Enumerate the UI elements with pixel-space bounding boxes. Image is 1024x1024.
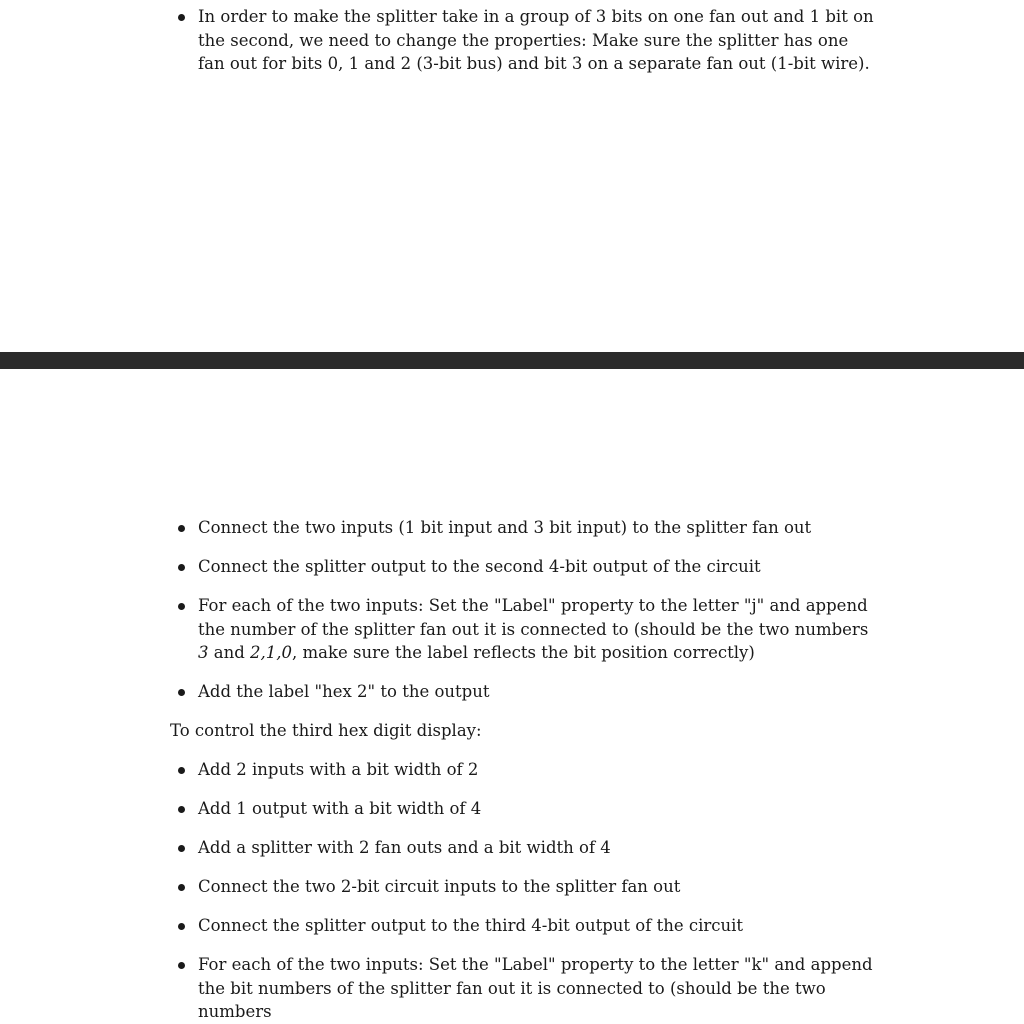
bullet-text: Add 2 inputs with a bit width of 2 bbox=[198, 760, 479, 779]
bullet-text-italic: 2,1,0 bbox=[250, 643, 293, 662]
bullet-item bbox=[198, 836, 876, 860]
bullet-item bbox=[198, 5, 876, 76]
page-separator bbox=[0, 352, 1024, 369]
bullet-text-part: For each of the two inputs: Set the "Label" property to the letter "j" and append the number of the splitter fan out it is connected to (should be the two numbers bbox=[198, 596, 869, 639]
bullet-text-part: and bbox=[208, 643, 251, 662]
bullet-dot bbox=[178, 564, 185, 571]
bullet-text: Connect the splitter output to the second 4-bit output of the circuit bbox=[198, 557, 761, 576]
document-page-bottom bbox=[0, 369, 1024, 1021]
bullet-item bbox=[198, 594, 876, 665]
bullet-text: Connect the splitter output to the third 4-bit output of the circuit bbox=[198, 916, 744, 935]
bullet-item bbox=[198, 680, 876, 704]
bullet-item bbox=[198, 555, 876, 579]
bullet-text: Connect the two 2-bit circuit inputs to the splitter fan out bbox=[198, 877, 681, 896]
bullet-dot bbox=[178, 767, 185, 774]
bullet-dot bbox=[178, 845, 185, 852]
bullet-item bbox=[198, 797, 876, 821]
section-intro-paragraph: To control the third hex digit display: bbox=[170, 721, 482, 740]
bullet-dot bbox=[178, 525, 185, 532]
bullet-text-italic: 3 bbox=[198, 643, 209, 662]
bullet-dot bbox=[178, 14, 185, 21]
bullet-item bbox=[198, 914, 876, 938]
bullet-text: Add 1 output with a bit width of 4 bbox=[198, 799, 482, 818]
bullet-dot bbox=[178, 689, 185, 696]
bullet-text: In order to make the splitter take in a group of 3 bits on one fan out and 1 bit on the second, we need to change the properties: Make sure the splitter has one fan out for bits 0, 1 and 2 (3-bit bus) and bit 3 on a separate fan out (1-bit wire). bbox=[198, 7, 874, 73]
bullet-item bbox=[198, 516, 876, 540]
bullet-dot bbox=[178, 884, 185, 891]
bullet-text: Connect the two inputs (1 bit input and 3 bit input) to the splitter fan out bbox=[198, 518, 812, 537]
document-page-top bbox=[0, 0, 1024, 352]
bullet-text: Add a splitter with 2 fan outs and a bit width of 4 bbox=[198, 838, 611, 857]
bullet-dot bbox=[178, 806, 185, 813]
bullet-dot bbox=[178, 923, 185, 930]
bullet-dot bbox=[178, 962, 185, 969]
bullet-item bbox=[198, 758, 876, 782]
bullet-item bbox=[198, 875, 876, 899]
bullet-text-part: , make sure the label reflects the bit position correctly) bbox=[292, 643, 755, 662]
bullet-dot bbox=[178, 603, 185, 610]
bullet-text: Add the label "hex 2" to the output bbox=[198, 682, 490, 701]
bullet-text: For each of the two inputs: Set the "Label" property to the letter "k" and append the bit numbers of the splitter fan out it is connected to (should be the two numbers bbox=[198, 955, 873, 1021]
bullet-item bbox=[198, 953, 876, 1024]
